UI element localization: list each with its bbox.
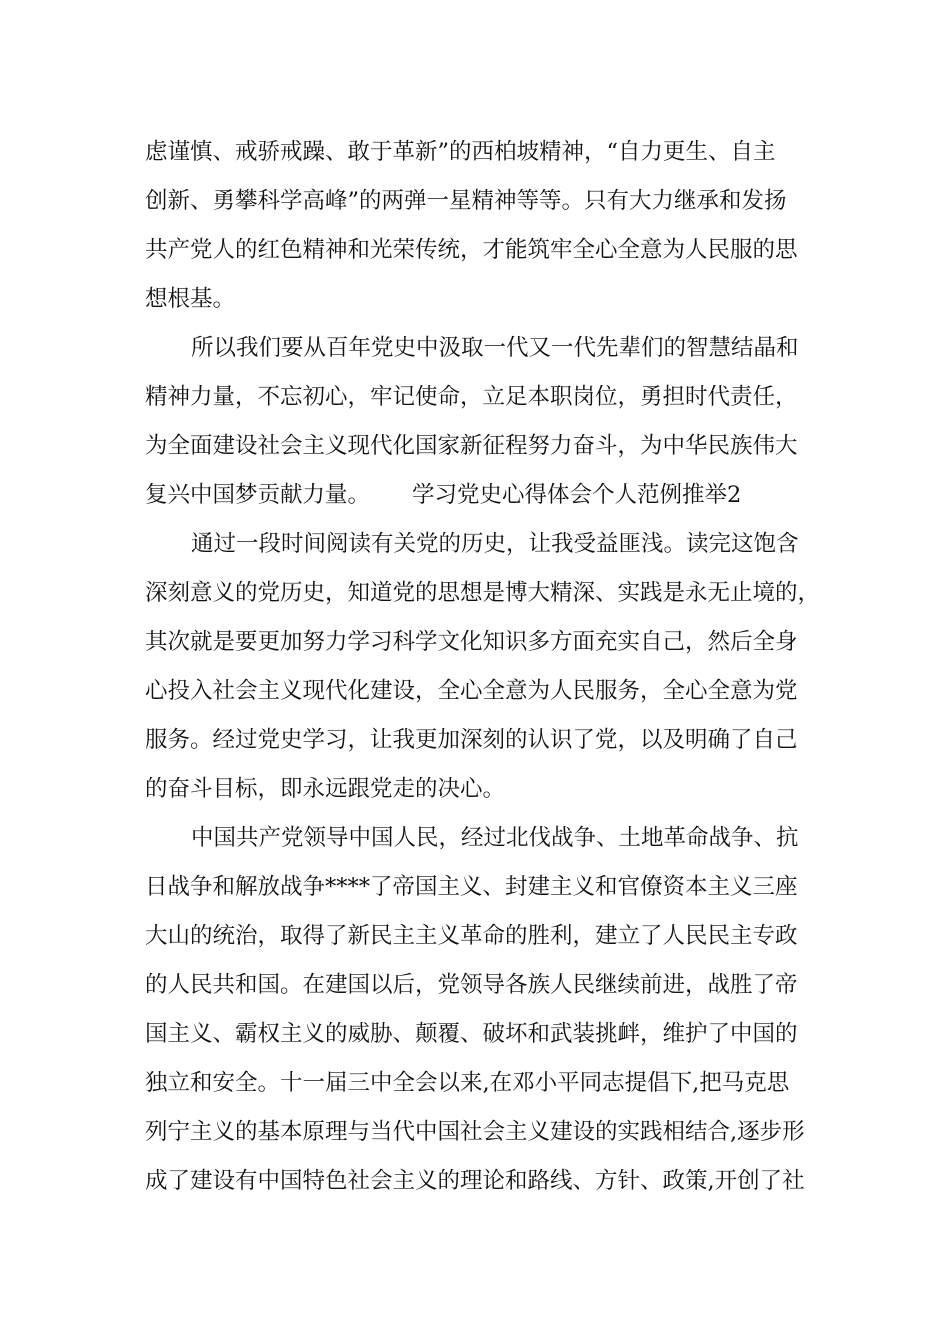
text-line: 其次就是要更加努力学习科学文化知识多方面充实自己，然后全身 (145, 629, 798, 655)
text-line: 国主义、霸权主义的威胁、颠覆、破坏和武装挑衅，维护了中国的 (145, 1021, 798, 1047)
text-line: 精神力量，不忘初心，牢记使命，立足本职岗位，勇担时代责任， (145, 384, 798, 410)
text-line: 的奋斗目标，即永远跟党走的决心。 (145, 776, 506, 802)
section-heading: 学习党史心得体会个人范例推举2 (412, 482, 742, 508)
text-line: 心投入社会主义现代化建设，全心全意为人民服务，全心全意为党 (145, 678, 798, 704)
paragraph-start-line: 所以我们要从百年党史中汲取一代又一代先辈们的智慧结晶和 (191, 335, 799, 361)
text-line: 想根基。 (145, 286, 236, 312)
text-line: 成了建设有中国特色社会主义的理论和路线、方针、政策,开创了社 (145, 1168, 805, 1194)
text-line: 的人民共和国。在建国以后，党领导各族人民继续前进，战胜了帝 (145, 972, 798, 998)
text-line: 大山的统治，取得了新民主主义革命的胜利，建立了人民民主专政 (145, 923, 798, 949)
text-line: 日战争和解放战争****了帝国主义、封建主义和官僚资本主义三座 (145, 874, 798, 900)
text-line-with-heading (145, 471, 825, 520)
text-line: 创新、勇攀科学高峰”的两弹一星精神等等。只有大力继承和发扬 (145, 188, 787, 214)
paragraph-start-line: 中国共产党领导中国人民，经过北伐战争、土地革命战争、抗 (191, 825, 799, 851)
text-line: 服务。经过党史学习，让我更加深刻的认识了党，以及明确了自己 (145, 727, 798, 753)
text-line: 为全面建设社会主义现代化国家新征程努力奋斗，为中华民族伟大 (145, 433, 798, 459)
text-line: 虑谨慎、戒骄戒躁、敢于革新”的西柏坡精神，“自力更生、自主 (145, 139, 776, 165)
text-line: 深刻意义的党历史，知道党的思想是博大精深、实践是永无止境的， (145, 580, 821, 606)
document-body (145, 128, 825, 1206)
text-line: 共产党人的红色精神和光荣传统，才能筑牢全心全意为人民服的思 (145, 237, 798, 263)
text-line: 列宁主义的基本原理与当代中国社会主义建设的实践相结合,逐步形 (145, 1119, 805, 1145)
text-fragment: 复兴中国梦贡献力量。 (145, 482, 371, 508)
text-line: 独立和安全。十一届三中全会以来,在邓小平同志提倡下,把马克思 (145, 1070, 790, 1096)
paragraph-start-line: 通过一段时间阅读有关党的历史，让我受益匪浅。读完这饱含 (191, 531, 799, 557)
